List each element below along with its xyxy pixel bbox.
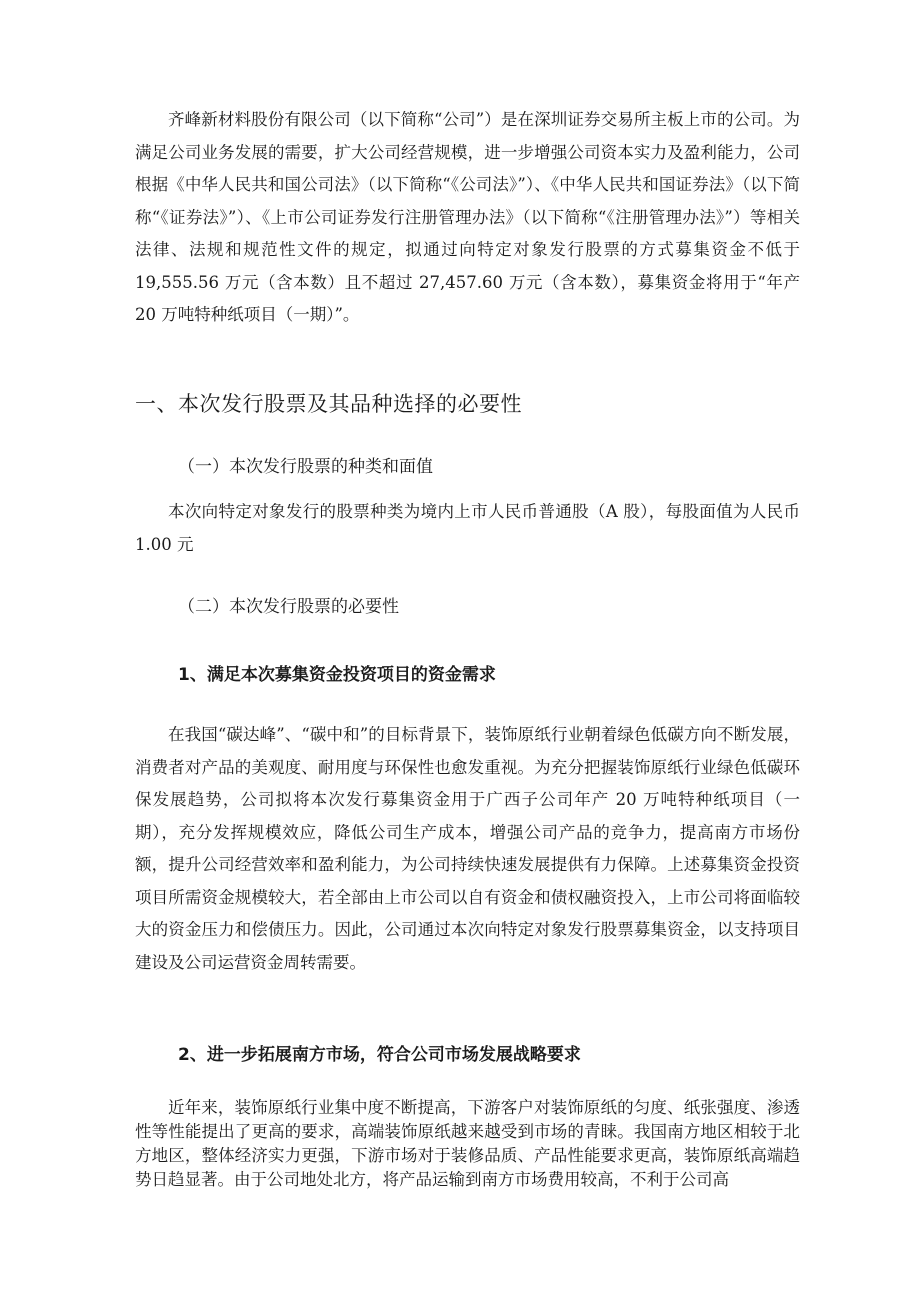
funding-needs-paragraph: 在我国“碳达峰”、“碳中和”的目标背景下，装饰原纸行业朝着绿色低碳方向不断发展，消费者对产品的美观度、耐用度与环保性也愈发重视。为充分把握装饰原纸行业绿色低碳环保发展趋势，公司拟将本次发行募集资金用于广西子公司年产 20 万吨特种纸项目（一期），充分发挥规模效应，降低公司生产成本，增强公司产品的竞争力，提高南方市场份额，提升公司经营效率和盈利能力，为公司持续快速发展提供有力保障。上述募集资金投资项目所需资金规模较大，若全部由上市公司以自有资金和债权融资投入，上市公司将面临较大的资金压力和偿债压力。因此，公司通过本次向特定对象发行股票募集资金，以支持项目建设及公司运营资金周转需要。 (135, 725, 800, 972)
subsection-heading-stock-type: （一）本次发行股票的种类和面值 (178, 457, 433, 477)
section-heading: 一、本次发行股票及其品种选择的必要性 (135, 392, 522, 416)
item-heading-funding-needs: 1、满足本次募集资金投资项目的资金需求 (178, 665, 496, 685)
intro-paragraph: 齐峰新材料股份有限公司（以下简称“公司”）是在深圳证券交易所主板上市的公司。为满足公司业务发展的需要，扩大公司经营规模，进一步增强公司资本实力及盈利能力，公司根据《中华人民共和国公司法》（以下简称“《公司法》”）、《中华人民共和国证券法》（以下简称“《证券法》”）、《上市公司证券发行注册管理办法》（以下简称“《注册管理办法》”）等相关法律、法规和规范性文件的规定，拟通过向特定对象发行股票的方式募集资金不低于 19,555.56 万元（含本数）且不超过 27,457.60 万元（含本数），募集资金将用于“年产 20 万吨特种纸项目（一期）”。 (135, 110, 800, 324)
item-heading-southern-market: 2、进一步拓展南方市场，符合公司市场发展战略要求 (178, 1045, 581, 1065)
stock-type-paragraph: 本次向特定对象发行的股票种类为境内上市人民币普通股（A 股），每股面值为人民币 1.00 元 (135, 502, 800, 554)
southern-market-paragraph: 近年来，装饰原纸行业集中度不断提高，下游客户对装饰原纸的匀度、纸张强度、渗透性等性能提出了更高的要求，高端装饰原纸越来越受到市场的青睐。我国南方地区相较于北方地区，整体经济实力更强，下游市场对于装修品质、产品性能要求更高，装饰原纸高端趋势日趋显著。由于公司地处北方，将产品运输到南方市场费用较高，不利于公司高 (135, 1098, 800, 1189)
subsection-heading-necessity: （二）本次发行股票的必要性 (178, 597, 399, 617)
